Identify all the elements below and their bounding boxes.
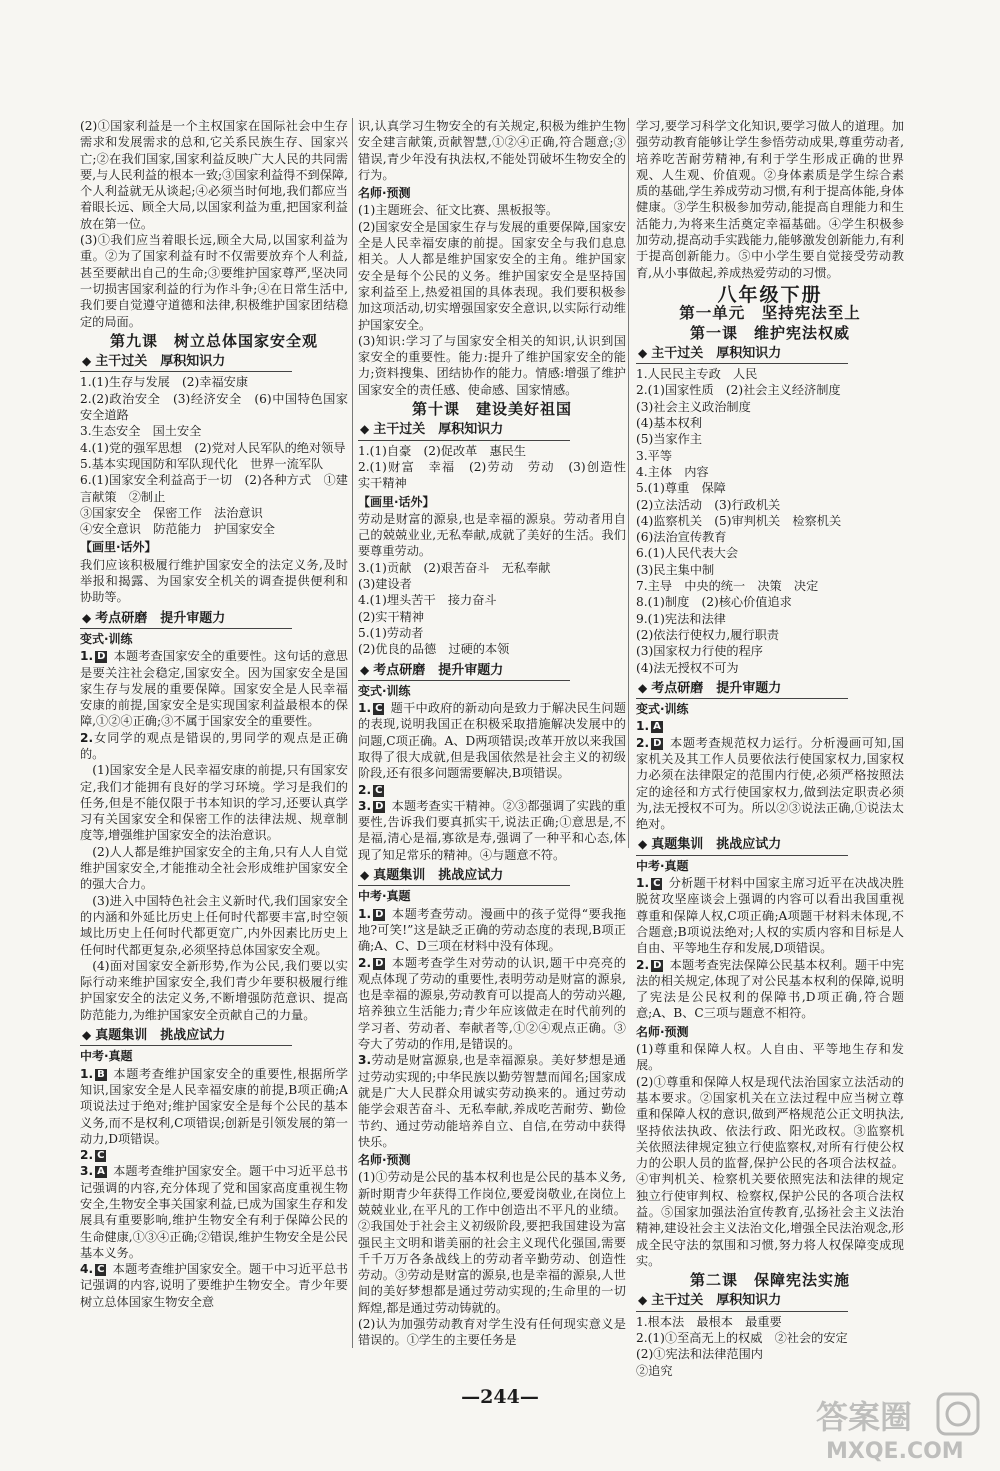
- answer-explanation: 本题考查学生对劳动的认识,题干中亮亮的观点体现了劳动的重要性,表明劳动是财富的源泉,也是幸福的源泉,劳动教育可以提高人的劳动兴趣,培养独立生活能力;青少年应该做走在时代前列的学习者、劳动者、奉献者等,①②④观点正确。③夸大了劳动的作用,是错误的。: [358, 955, 626, 1052]
- column-right: [636, 118, 904, 1398]
- column-divider: [352, 118, 353, 1348]
- diamond-icon: ◆: [360, 422, 370, 437]
- answer-text: 3.生态安全 国土安全: [80, 424, 202, 439]
- answer-choice-badge: D: [653, 959, 662, 971]
- section-header: [636, 835, 848, 855]
- subsection-label: 【画里·话外】: [80, 540, 157, 555]
- lesson-title: 第九课 树立总体国家安全观: [109, 331, 318, 350]
- answer-item: [80, 1147, 348, 1163]
- answer-text: 7.主导 中央的统一 决策 决定: [636, 579, 819, 594]
- page-number: —244—: [461, 1386, 539, 1408]
- diamond-icon: ◆: [360, 662, 370, 677]
- section-header: [636, 344, 848, 364]
- answer-choice-badge: A: [653, 721, 661, 733]
- answer-text: 6.(1)人民代表大会: [636, 546, 739, 561]
- answer-choice-badge: C: [375, 703, 383, 715]
- question-number: 3.: [358, 1053, 372, 1068]
- lesson-title: 第一课 维护宪法权威: [689, 323, 850, 342]
- answer-text: 3.(1)贡献 (2)艰苦奋斗 无私奉献: [358, 560, 551, 575]
- answer-text: (1)①劳动是公民的基本权利也是公民的基本义务,新时期青少年获得工作岗位,要爱岗敬业,在岗位上兢兢业业,在平凡的工作中创造出不平凡的业绩。②我国处于社会主义初级阶段,要把我国建设为富强民主文明和谐美丽的社会主义现代化强国,需要千千万万各条战线上的劳动者辛勤劳动、创造性劳动。③劳动是财富的源泉,也是幸福的源泉,人世间的美好梦想都是通过劳动实现的;生命里的一切辉煌,都是通过劳动铸就的。: [358, 1170, 626, 1315]
- answer-text: (1)主题班会、征文比赛、黑板报等。: [358, 203, 559, 218]
- subsection-label: 名师·预测: [358, 186, 411, 201]
- diamond-icon: ◆: [82, 610, 92, 625]
- question-number: 2.: [358, 955, 372, 970]
- section-header: [80, 609, 292, 629]
- answer-explanation: 本题考查规范权力运行。分析漫画可知,国家机关及其工作人员要依法行使国家权力,国家权力必须在法律限定的范围内行使,必须严格按照法定的途径和方式行使国家权力,做到法定职责必须为,法无授权不可为。所以②③说法正确,①说法太绝对。: [636, 735, 904, 832]
- watermark-text-top: 答案圈: [816, 1398, 913, 1436]
- answer-item: [636, 735, 904, 833]
- answer-explanation: 本题考查实干精神。②③都强调了实践的重要性,告诉我们要真抓实干,说法正确;①意思是,不是福,清心是福,寡欲是寿,强调了一种平和心态,体现了知足常乐的精神。④与题意不符。: [358, 798, 626, 862]
- answer-text: ③国家安全 保密工作 法治意识: [80, 505, 263, 520]
- answer-explanation: 本题考查维护国家安全。题干中习近平总书记强调的内容,说明了要维护生物安全。青少年要树立总体国家生物安全意: [80, 1262, 348, 1309]
- question-number: 1.: [80, 649, 94, 664]
- section-header: [358, 661, 570, 681]
- answer-item: [358, 700, 626, 781]
- answer-text: 4.(1)党的强军思想 (2)党对人民军队的绝对领导: [80, 440, 346, 455]
- section-header-text: 考点研磨 提升审题力: [651, 680, 782, 696]
- section-header-text: 主干过关 厚积知识力: [651, 1293, 782, 1309]
- subsection-label: 名师·预测: [358, 1153, 411, 1168]
- answer-text: ④安全意识 防范能力 护国家安全: [80, 522, 275, 537]
- answer-item: [358, 782, 626, 798]
- answer-text: 1.根本法 最根本 最重要: [636, 1314, 782, 1329]
- answer-text: (1)尊重和保障人权。人自由、平等地生存和发展。: [636, 1042, 904, 1073]
- answer-text: 5.(1)尊重 保障: [636, 481, 726, 496]
- section-header-text: 真题集训 挑战应试力: [651, 837, 782, 853]
- lesson-title: 第十课 建设美好祖国: [411, 400, 572, 419]
- answer-item: [636, 875, 904, 956]
- answer-text: 劳动是财富的源泉,也是幸福的源泉。劳动者用自己的兢兢业业,无私奉献,成就了美好的生活。我们要尊重劳动。: [358, 511, 626, 559]
- watermark-stamp-icon: [938, 1394, 978, 1434]
- diamond-icon: ◆: [360, 868, 370, 883]
- answer-text: 1.(1)生存与发展 (2)幸福安康: [80, 375, 249, 390]
- question-number: 2.: [636, 735, 650, 750]
- subsection-label: 中考·真题: [358, 889, 411, 904]
- question-number: 2.: [358, 782, 372, 797]
- answer-text: (4)面对国家安全新形势,作为公民,我们要以实际行动来维护国家安全,我们青少年要积极履行维护国家安全的法定义务,不断增强防范意识、提高防范能力,为维护国家安全贡献自己的力量。: [80, 958, 348, 1022]
- question-number: 2.: [80, 730, 94, 745]
- answer-explanation: 分析题干材料中国家主席习近平在决战决胜脱贫攻坚座谈会上强调的内容可以看出我国重视尊重和保障人权,C项正确;A项题干材料未体现,不合题意;B项说法绝对;人权的实质内容和目标是人自由、平等地生存和发展,D项错误。: [636, 876, 904, 956]
- answer-text: ②追究: [636, 1363, 673, 1378]
- question-number: 1.: [636, 719, 650, 734]
- section-header-text: 主干过关 厚积知识力: [651, 345, 782, 361]
- subsection-label: 中考·真题: [636, 858, 689, 873]
- column-divider: [628, 118, 629, 848]
- section-header-text: 考点研磨 提升审题力: [373, 662, 504, 678]
- answer-text: (2)认为加强劳动教育对学生没有任何现实意义是错误的。①学生的主要任务是: [358, 1317, 626, 1348]
- answer-choice-badge: A: [97, 1166, 105, 1178]
- answer-explanation: 本题考查维护国家安全的重要性,根据所学知识,国家安全是人民幸福安康的前提,B项正确;A项说法过于绝对;维护国家安全是每个公民的基本义务,而不是权利,C项错误;创新是引领发展的第一动力,D项错误。: [80, 1066, 348, 1146]
- answer-text: 学习,要学习科学文化知识,要学习做人的道理。加强劳动教育能够让学生参悟劳动成果,尊重劳动者,培养吃苦耐劳精神,有利于学生形成正确的世界观、人生观、价值观。②身体素质是学生综合素质的基础,学生养成劳动习惯,有利于提高体能,身体健康。③学生积极参加劳动,能提高自理能力和生活能力,为将来生活奠定幸福基础。④学生积极参加劳动,提高动手实践能力,能够激发创新能力,有利于提高创新能力。⑤中小学生要自觉接受劳动教育,从小事做起,养成热爱劳动的习惯。: [636, 119, 904, 280]
- answer-text: (4)基本权利: [636, 416, 703, 431]
- answer-item: [80, 1163, 348, 1261]
- answer-explanation: 劳动是财富源泉,也是幸福源泉。美好梦想是通过劳动实现的;中华民族以勤劳智慧而闻名;国家成就是广大人民群众用诚实劳动换来的。通过劳动能学会艰苦奋斗、无私奉献,养成吃苦耐劳、勤俭节约、通过劳动能培养自立、自信,在劳动中获得快乐。: [358, 1053, 626, 1149]
- lesson-title: 第二课 保障宪法实施: [689, 1271, 850, 1290]
- answer-text: 2.(1)①至高无上的权威 ②社会的安定: [636, 1331, 848, 1346]
- answer-text: (2)国家安全是国家生存与发展的重要保障,国家安全是人民幸福安康的前提。国家安全与我们息息相关。人人都是维护国家安全的主角。维护国家安全是每个公民的义务。维护国家安全是坚持国家利益至上,热爱祖国的具体表现。我们要积极参加这项活动,切实增强国家安全意识,以实际行动维护国家安全。: [358, 219, 626, 332]
- answer-text: (2)①尊重和保障人权是现代法治国家立法活动的基本要求。②国家机关在立法过程中应当树立尊重和保障人权的意识,做到严格规范公正文明执法,坚持依法执政、依法行政、阳光政权。③监察机关依照法律规定独立行使监察权,对所有行使公权力的公职人员的监督,保护公民的各项合法权益。④审判机关、检察机关要依照宪法和法律的规定独立行使审判权、检察权,保护公民的各项合法权益。⑤国家加强法治宣传教育,弘扬社会主义法治精神,建设社会主义法治文化,增强全民法治观念,形成全民守法的氛围和习惯,努力将人权保障变成现实。: [636, 1074, 904, 1268]
- answer-text: (4)法无授权不可为: [636, 660, 739, 675]
- subsection-label: 名师·预测: [636, 1024, 689, 1039]
- question-number: 1.: [80, 1066, 94, 1081]
- answer-explanation: 本题考查劳动。漫画中的孩子觉得“要我拖地?可笑!”这是缺乏正确的劳动态度的表现,B项正确;A、C、D三项在材料中没有体现。: [358, 906, 626, 954]
- question-number: 4.: [80, 1262, 94, 1277]
- answer-choice-badge: D: [97, 651, 106, 663]
- answer-item: [80, 1066, 348, 1147]
- answer-text: (1)国家安全是人民幸福安康的前提,只有国家安定,我们才能拥有良好的学习环境。学习是我们的任务,但是不能仅限于书本知识的学习,还要认真学习有关国家安全和保密工作的法律法规、规章制度等,增强维护国家安全的法治意识。: [80, 763, 348, 843]
- answer-text: (3)社会主义政治制度: [636, 399, 751, 414]
- answer-text: 9.(1)宪法和法律: [636, 611, 726, 626]
- answer-item: [358, 906, 626, 955]
- answer-text: 4.主体 内容: [636, 464, 709, 479]
- answer-text: (3)进入中国特色社会主义新时代,我们国家安全的内涵和外延比历史上任何时代都要丰富,时空领域比历史上任何时代都更宽广,内外因素比历史上任何时代都更复杂,必须坚持总体国家安全观。: [80, 893, 348, 957]
- answer-text: (2)立法活动 (3)行政机关: [636, 497, 781, 512]
- subsection-label: 变式·训练: [636, 702, 689, 717]
- answer-text: 3.平等: [636, 448, 673, 463]
- answer-text: (2)人人都是维护国家安全的主角,只有人人自觉维护国家安全,才能推动全社会形成维护国家安全的强大合力。: [80, 844, 348, 892]
- answer-choice-badge: D: [375, 957, 384, 969]
- answer-text: 2.(1)财富 幸福 (2)劳动 劳动 (3)创造性 实干精神: [358, 459, 639, 491]
- answer-item: [80, 648, 348, 729]
- answer-choice-badge: C: [97, 1150, 105, 1162]
- question-number: 1.: [358, 701, 372, 716]
- watermark-logo: [812, 1392, 982, 1464]
- answer-text: (3)①我们应当着眼长远,顾全大局,以国家利益为重。②为了国家利益有时不仅需要放弃个人利益,甚至要献出自己的生命;③要维护国家尊严,坚决同一切损害国家利益的行为作斗争;④在日常生活中,我们要自觉遵守道德和法律,积极维护国家团结稳定的局面。: [80, 233, 348, 329]
- answer-text: 8.(1)制度 (2)核心价值追求: [636, 595, 792, 610]
- subsection-label: 变式·训练: [358, 683, 411, 698]
- answer-choice-badge: B: [97, 1068, 105, 1080]
- answer-text: 6.(1)国家安全利益高于一切 (2)各种方式 ①建言献策 ②制止: [80, 473, 348, 504]
- diamond-icon: ◆: [82, 1028, 92, 1043]
- answer-text: (3)民主集中制: [636, 562, 715, 577]
- diamond-icon: ◆: [638, 345, 648, 360]
- answer-text: 5.(1)劳动者: [358, 625, 424, 640]
- section-header: [636, 679, 848, 699]
- answer-item: [80, 1261, 348, 1310]
- answer-text: 1.人民民主专政 人民: [636, 367, 758, 382]
- answer-text: (2)优良的品德 过硬的本领: [358, 642, 510, 657]
- answer-choice-badge: C: [375, 784, 383, 796]
- answer-text: (2)①宪法和法律范围内: [636, 1347, 763, 1362]
- question-number: 1.: [636, 876, 650, 891]
- answer-explanation: 本题考查维护国家安全。题干中习近平总书记强调的内容,充分体现了党和国家高度重视生物安全,生物安全事关国家利益,已成为国家生存和发展具有重要影响,维护生物安全有利于保障公民的生命健康,①③④正确;②错误,维护生物安全是公民基本义务。: [80, 1164, 348, 1260]
- diamond-icon: ◆: [638, 680, 648, 695]
- answer-text: 4.(1)埋头苦干 接力奋斗: [358, 593, 497, 608]
- answer-item: [358, 955, 626, 1053]
- question-number: 2.: [80, 1148, 94, 1163]
- answer-item: [358, 1052, 626, 1150]
- answer-text: (3)建设者: [358, 577, 412, 592]
- answer-text: (5)当家作主: [636, 432, 703, 447]
- section-header-text: 主干过关 厚积知识力: [373, 422, 504, 438]
- diamond-icon: ◆: [82, 354, 92, 369]
- answer-text: (6)法治宣传教育: [636, 530, 727, 545]
- answer-explanation: 题干中政府的新动向是致力于解决民生问题的表现,说明我国正在积极采取措施解决发展中的问题,C项正确。A、D两项错误;改革开放以来我国取得了很大成就,但是我国依然是社会主义的初级阶段,还有很多问题需要解决,B项错误。: [358, 701, 626, 781]
- answer-item: [358, 798, 626, 863]
- diamond-icon: ◆: [638, 837, 648, 852]
- answer-choice-badge: C: [653, 878, 661, 890]
- answer-text: 我们应该积极履行维护国家安全的法定义务,及时举报和揭露、为国家安全机关的调查提供便利和协助等。: [80, 557, 348, 605]
- answer-text: (3)知识:学习了与国家安全相关的知识,认识到国家安全的重要性。能力:提升了维护国家安全的能力;资料搜集、团结协作的能力。情感:增强了维护国家安全的责任感、使命感、国家情感。: [358, 333, 626, 397]
- answer-text: 5.基本实现国防和军队现代化 世界一流军队: [80, 456, 324, 471]
- section-header-text: 考点研磨 提升审题力: [95, 610, 226, 626]
- answer-text: (3)国家权力行使的程序: [636, 644, 763, 659]
- section-header-text: 真题集训 挑战应试力: [373, 868, 504, 884]
- subsection-label: 中考·真题: [80, 1049, 133, 1064]
- answer-text: 1.(1)自豪 (2)促改革 惠民生: [358, 443, 527, 458]
- question-number: 3.: [80, 1164, 94, 1179]
- section-header: [358, 420, 570, 440]
- diamond-icon: ◆: [638, 1293, 648, 1308]
- answer-item: [636, 957, 904, 1022]
- answer-item: [636, 718, 904, 734]
- answer-text: 2.(1)国家性质 (2)社会主义经济制度: [636, 383, 841, 398]
- question-number: 2.: [636, 957, 650, 972]
- subsection-label: 【画里·话外】: [358, 494, 435, 509]
- answer-item: [80, 730, 348, 763]
- answer-choice-badge: D: [375, 800, 384, 812]
- section-header-text: 真题集训 挑战应试力: [95, 1028, 226, 1044]
- answer-text: 识,认真学习生物安全的有关规定,积极为维护生物安全建言献策,贡献智慧,①②④正确,符合题意;③错误,青少年没有执法权,不能处罚破坏生物安全的行为。: [358, 119, 626, 182]
- answer-explanation: 女同学的观点是错误的,男同学的观点是正确的。: [80, 730, 348, 761]
- answer-text: 2.(2)政治安全 (3)经济安全 (6)中国特色国家安全道路: [80, 391, 348, 423]
- column-middle: [358, 118, 639, 1368]
- subsection-label: 变式·训练: [80, 631, 133, 646]
- answer-choice-badge: D: [653, 737, 662, 749]
- answer-text: (2)依法行使权力,履行职责: [636, 627, 780, 642]
- section-header: [358, 866, 570, 886]
- unit-title: 第一单元 坚持宪法至上: [679, 304, 861, 323]
- answer-choice-badge: C: [97, 1264, 105, 1276]
- watermark-text-bottom: MXQE.COM: [826, 1439, 964, 1464]
- answer-text: (2)①国家利益是一个主权国家在国际社会中生存需求和发展需求的总和,它关系民族生存、国家兴亡;②在我们国家,国家利益反映广大人民的共同需要,与人民利益的根本一致;③国家利益得不到保障,个人利益就无从谈起;④必须当时何地,我们都应当着眼长远、顾全大局,以国家利益为重,把国家利益放在第一位。: [80, 119, 348, 231]
- answer-explanation: 本题考查国家安全的重要性。这句话的意思是要关注社会稳定,国家安全。因为国家安全是国家生存与发展的重要保障。国家安全是人民幸福安康的前提,国家安全是实现国家利益最根本的保障,①②④正确;③不属于国家安全的重要性。: [80, 649, 348, 729]
- grade-title: 八年级下册: [717, 283, 823, 306]
- section-header: [80, 1026, 292, 1046]
- section-header: [636, 1291, 848, 1311]
- section-header: [80, 352, 292, 372]
- question-number: 1.: [358, 906, 372, 921]
- answer-text: (2)实干精神: [358, 609, 425, 624]
- answer-choice-badge: D: [375, 908, 384, 920]
- answer-explanation: 本题考查宪法保障公民基本权利。题干中宪法的相关规定,体现了对公民基本权利的保障,说明了宪法是公民权利的保障书,D项正确,符合题意;A、B、C三项与题意不相符。: [636, 957, 904, 1021]
- section-header-text: 主干过关 厚积知识力: [95, 354, 226, 370]
- answer-text: (4)监察机关 (5)审判机关 检察机关: [636, 513, 842, 528]
- question-number: 3.: [358, 798, 372, 813]
- column-left: [80, 118, 348, 1398]
